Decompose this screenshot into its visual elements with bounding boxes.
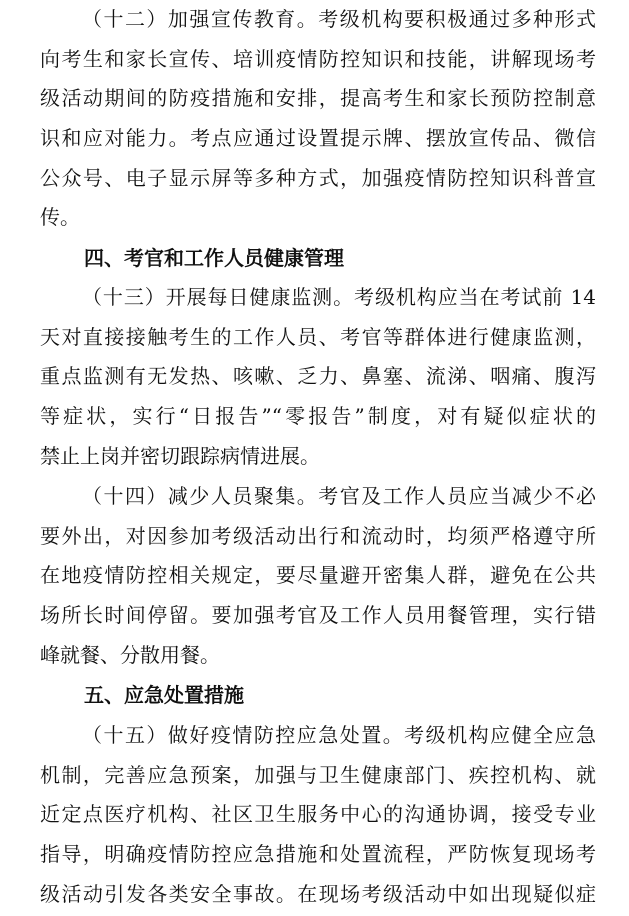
- text-line: 公众号、电子显示屏等多种方式，加强疫情防控知识科普宣: [40, 165, 596, 190]
- paragraph-15: [40, 716, 596, 914]
- paragraph-13: [40, 278, 596, 476]
- text-line: 场所长时间停留。要加强考官及工作人员用餐管理，实行错: [40, 603, 596, 628]
- paragraph-12: [40, 0, 596, 238]
- text-line: 重点监测有无发热、咳嗽、乏力、鼻塞、流涕、咽痛、腹泻: [40, 364, 596, 389]
- text-line: 要外出，对因参加考级活动出行和流动时，均须严格遵守所: [40, 523, 596, 548]
- text-line: （十二）加强宣传教育。考级机构要积极通过多种形式: [82, 7, 596, 31]
- text-line: （十五）做好疫情防控应急处置。考级机构应健全应急: [82, 723, 596, 747]
- text-line: 级活动引发各类安全事故。在现场考级活动中如出现疑似症: [40, 881, 596, 906]
- text-line: 向考生和家长宣传、培训疫情防控知识和技能，讲解现场考: [40, 46, 596, 71]
- text-line: 机制，完善应急预案，加强与卫生健康部门、疾控机构、就: [40, 762, 596, 787]
- text-line: （十四）减少人员聚集。考官及工作人员应当减少不必: [82, 484, 596, 508]
- text-line: 在地疫情防控相关规定，要尽量避开密集人群，避免在公共: [40, 563, 596, 588]
- text-line: 级活动期间的防疫措施和安排，提高考生和家长预防控制意: [40, 86, 596, 111]
- text-line: 识和应对能力。考点应通过设置提示牌、摆放宣传品、微信: [40, 126, 596, 151]
- text-line: 近定点医疗机构、社区卫生服务中心的沟通协调，接受专业: [40, 802, 596, 827]
- paragraph-14: [40, 477, 596, 675]
- text-line: 峰就餐、分散用餐。: [40, 642, 220, 667]
- section-heading-4: 四、考官和工作人员健康管理: [84, 246, 344, 270]
- text-line: 指导，明确疫情防控应急措施和处置流程，严防恢复现场考: [40, 842, 596, 867]
- text-line: （十三）开展每日健康监测。考级机构应当在考试前 14: [82, 285, 596, 309]
- section-heading-5: 五、应急处置措施: [84, 683, 244, 707]
- text-line: 等症状，实行“日报告”“零报告”制度，对有疑似症状的: [40, 404, 596, 429]
- text-line: 天对直接接触考生的工作人员、考官等群体进行健康监测，: [40, 324, 596, 349]
- text-line: 传。: [40, 205, 80, 230]
- text-line: 禁止上岗并密切跟踪病情进展。: [40, 443, 320, 468]
